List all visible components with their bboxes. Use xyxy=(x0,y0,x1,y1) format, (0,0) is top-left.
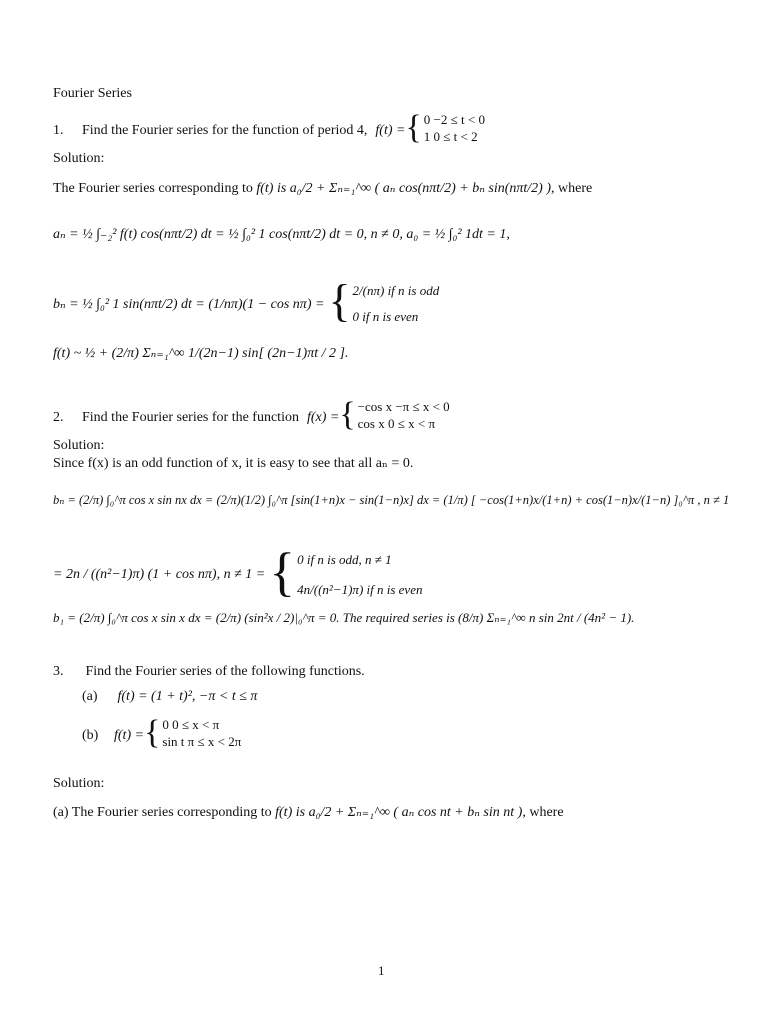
solution-2-line-1: Since f(x) is an odd function of x, it is easy to see that all aₙ = 0. xyxy=(53,456,414,471)
problem-2 xyxy=(53,396,450,433)
problem-2-func: f(x) = xyxy=(306,410,340,425)
problem-2-case-2: cos x 0 ≤ x < π xyxy=(357,416,436,431)
problem-2-number: 2. xyxy=(53,410,64,425)
problem-3a-label: (a) xyxy=(82,689,98,704)
solution-2-case-2: 4n/((n²−1)π) if n is even xyxy=(297,582,423,597)
solution-3-where: where xyxy=(529,805,564,820)
solution-2-bn-equation: bₙ = (2/π) ∫₀^π cos x sin nx dx = (2/π)(1/2) ∫₀^π [sin(1+n)x − sin(1−n)x] dx = (1/π) [ −cos(1+n)x/(1+n) + cos(1−n)x/(1−n) ]₀^π , n ≠ 1 xyxy=(53,493,730,507)
solution-3-ft: f(t) is xyxy=(275,805,306,820)
solution-1-where: , where xyxy=(551,181,593,196)
solution-1-bn-expr: bₙ = ½ ∫₀² 1 sin(nπt/2) dt = (1/nπ)(1 − cos nπ) = xyxy=(53,296,325,312)
solution-1-bn-case-1: 2/(nπ) if n is odd xyxy=(352,283,440,298)
problem-3a xyxy=(82,688,257,706)
solution-2-case-1: 0 if n is odd, n ≠ 1 xyxy=(297,552,392,567)
problem-1-case-2: 1 0 ≤ t < 2 xyxy=(423,129,478,144)
problem-3b-label: (b) xyxy=(82,728,99,743)
solution-2-bn-simplified xyxy=(53,542,423,605)
problem-1 xyxy=(53,109,485,146)
problem-3b-cases: { 0 0 ≤ x < π sin t π ≤ x < 2π xyxy=(144,714,242,751)
solution-3-line-1 xyxy=(53,804,564,822)
problem-1-func: f(t) = xyxy=(375,123,406,138)
solution-2-cases: { 0 if n is odd, n ≠ 1 4n/((n²−1)π) if n is even xyxy=(269,545,422,605)
solution-3-intro: (a) The Fourier series corresponding to xyxy=(53,805,272,820)
solution-1-series: f(t) ~ ½ + (2/π) Σₙ₌₁^∞ 1/(2n−1) sin[ (2n−1)πt / 2 ]. xyxy=(53,346,349,361)
problem-3b xyxy=(82,714,242,751)
solution-1-bn-case-2: 0 if n is even xyxy=(352,309,419,324)
solution-1-intro: The Fourier series corresponding to xyxy=(53,181,253,196)
problem-3b-func: f(t) = xyxy=(114,728,145,743)
solution-3-label: Solution: xyxy=(53,776,105,791)
problem-3a-expr: f(t) = (1 + t)², −π < t ≤ π xyxy=(117,689,258,704)
problem-1-text: Find the Fourier series for the function of period 4, xyxy=(82,123,368,138)
page-number: 1 xyxy=(378,963,385,978)
problem-2-text: Find the Fourier series for the function xyxy=(82,410,299,425)
problem-3 xyxy=(53,663,365,681)
solution-1-ft: f(t) is xyxy=(256,181,287,196)
solution-2-label: Solution: xyxy=(53,438,105,453)
solution-1-an-equation: aₙ = ½ ∫₋₂² f(t) cos(nπt/2) dt = ½ ∫₀² 1 cos(nπt/2) dt = 0, n ≠ 0, a₀ = ½ ∫₀² 1dt = 1, xyxy=(53,227,510,242)
problem-3-text: Find the Fourier series of the following functions. xyxy=(85,664,365,679)
problem-3-number: 3. xyxy=(53,664,64,679)
heading: Fourier Series xyxy=(53,86,132,101)
solution-3-series-form: a₀/2 + Σₙ₌₁^∞ ( aₙ cos nt + bₙ sin nt ), xyxy=(308,805,526,820)
problem-3b-case-1: 0 0 ≤ x < π xyxy=(162,717,220,732)
problem-3b-case-2: sin t π ≤ x < 2π xyxy=(162,734,242,749)
solution-1-series-form: a₀/2 + Σₙ₌₁^∞ ( aₙ cos(nπt/2) + bₙ sin(nπt/2) ) xyxy=(289,181,551,196)
solution-2-b1-equation: b₁ = (2/π) ∫₀^π cos x sin x dx = (2/π) (sin²x / 2)|₀^π = 0. The required series is (8/π) Σₙ₌₁^∞ n sin 2nt / (4n² − 1). xyxy=(53,610,635,625)
problem-2-cases: { −cos x −π ≤ x < 0 cos x 0 ≤ x < π xyxy=(339,396,450,433)
problem-2-case-1: −cos x −π ≤ x < 0 xyxy=(357,399,450,414)
problem-1-number: 1. xyxy=(53,123,64,138)
solution-1-bn-cases: { 2/(nπ) if n is odd 0 if n is even xyxy=(328,278,439,330)
problem-1-cases: { 0 −2 ≤ t < 0 1 0 ≤ t < 2 xyxy=(405,109,485,146)
solution-1-label: Solution: xyxy=(53,151,105,166)
solution-1-line-1 xyxy=(53,180,592,198)
solution-2-bn-simplified-expr: = 2n / ((n²−1)π) (1 + cos nπ), n ≠ 1 = xyxy=(53,567,266,582)
solution-1-bn-equation xyxy=(53,275,440,330)
problem-1-case-1: 0 −2 ≤ t < 0 xyxy=(423,112,485,127)
